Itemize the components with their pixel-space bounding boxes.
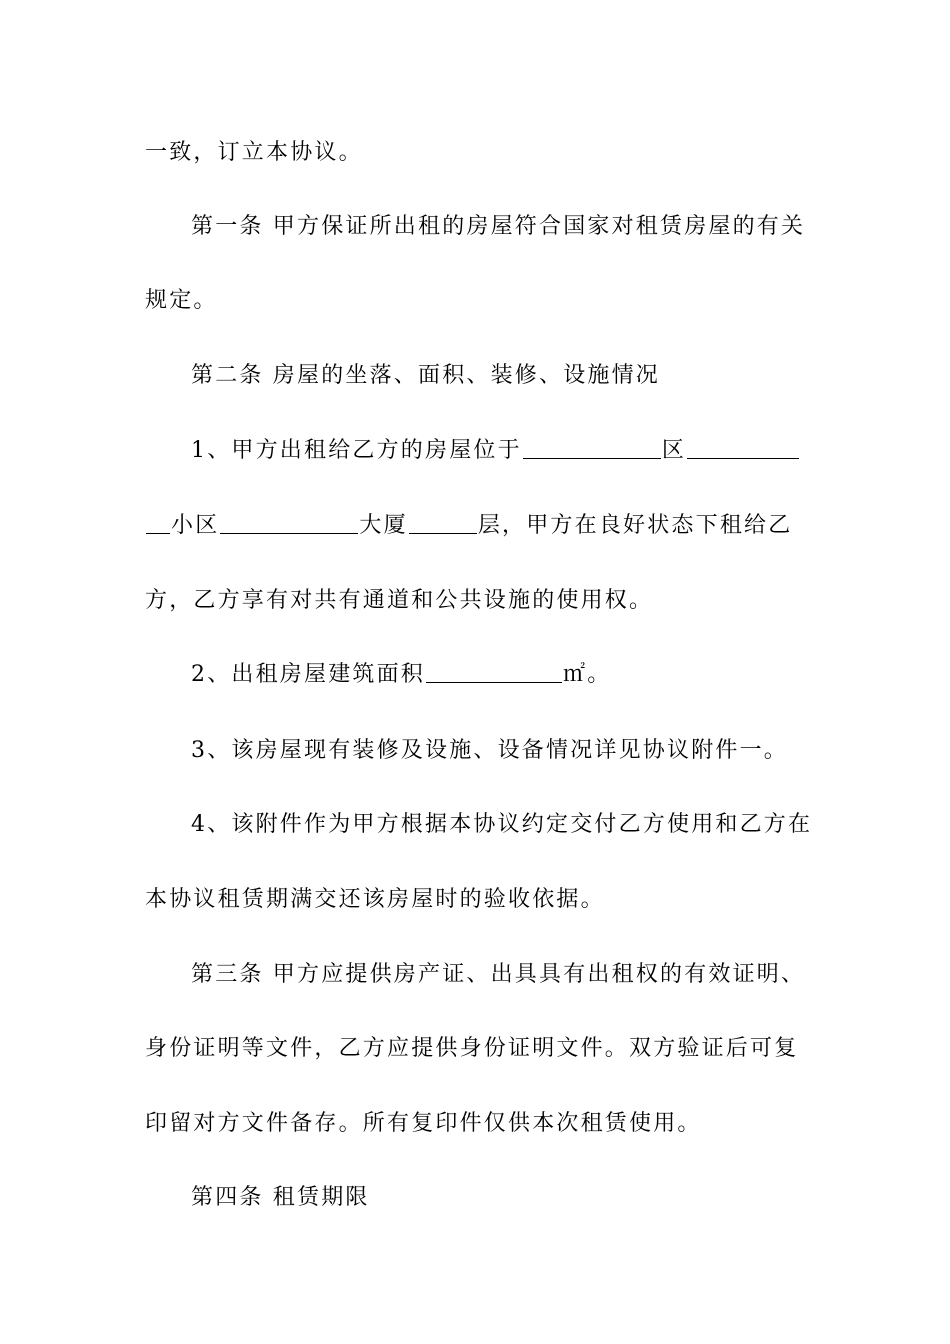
text: 大厦 [359, 513, 408, 538]
text: 区 [661, 438, 687, 463]
text: 方，乙方享有对共有通道和公共设施的使用权。 [145, 588, 654, 613]
article-3-line-3 [145, 1109, 815, 1139]
text: 本协议租赁期满交还该房屋时的验收依据。 [145, 887, 605, 912]
fill-blank-floor [409, 513, 477, 534]
text: 印留对方文件备存。所有复印件仅供本次租赁使用。 [145, 1111, 702, 1136]
text: 小区 [171, 513, 220, 538]
paragraph-line [145, 138, 815, 168]
text: 4、该附件作为甲方根据本协议约定交付乙方使用和乙方在 [191, 812, 813, 837]
text: 身份证明等文件，乙方应提供身份证明文件。双方验证后可复 [145, 1036, 799, 1061]
fill-blank-district [523, 438, 661, 459]
fill-blank-community-b [146, 513, 170, 534]
text: 规定。 [145, 288, 218, 313]
clause-4-line-1 [191, 810, 861, 840]
text: 第一条 甲方保证所出租的房屋符合国家对租赁房屋的有关 [191, 214, 806, 239]
fill-blank-community-a [687, 438, 799, 459]
clause-2-line [191, 660, 861, 690]
text: 第三条 甲方应提供房产证、出具具有出租权的有效证明、 [191, 962, 806, 987]
clause-1-line-2 [145, 511, 815, 541]
clause-4-line-2 [145, 885, 815, 915]
text: 第四条 租赁期限 [191, 1185, 370, 1210]
clause-1-line-1 [191, 436, 861, 466]
article-1-line-2 [145, 286, 815, 316]
article-1-line-1 [191, 212, 861, 242]
article-3-line-2 [145, 1034, 815, 1064]
text: 层，甲方在良好状态下租给乙 [477, 513, 793, 538]
fill-blank-area [426, 662, 562, 683]
article-3-line-1 [191, 960, 861, 990]
text: ㎡。 [563, 662, 612, 687]
text: 2、出租房屋建筑面积 [191, 662, 425, 687]
fill-blank-building [220, 513, 358, 534]
text: 3、该房屋现有装修及设施、设备情况详见协议附件一。 [191, 738, 788, 763]
text: 1、甲方出租给乙方的房屋位于 [191, 438, 522, 463]
clause-1-line-3 [145, 586, 815, 616]
article-4-heading [191, 1183, 861, 1213]
clause-3-line [191, 736, 861, 766]
text: 一致，订立本协议。 [145, 140, 363, 165]
article-2-heading [191, 361, 861, 391]
text: 第二条 房屋的坐落、面积、装修、设施情况 [191, 363, 660, 388]
